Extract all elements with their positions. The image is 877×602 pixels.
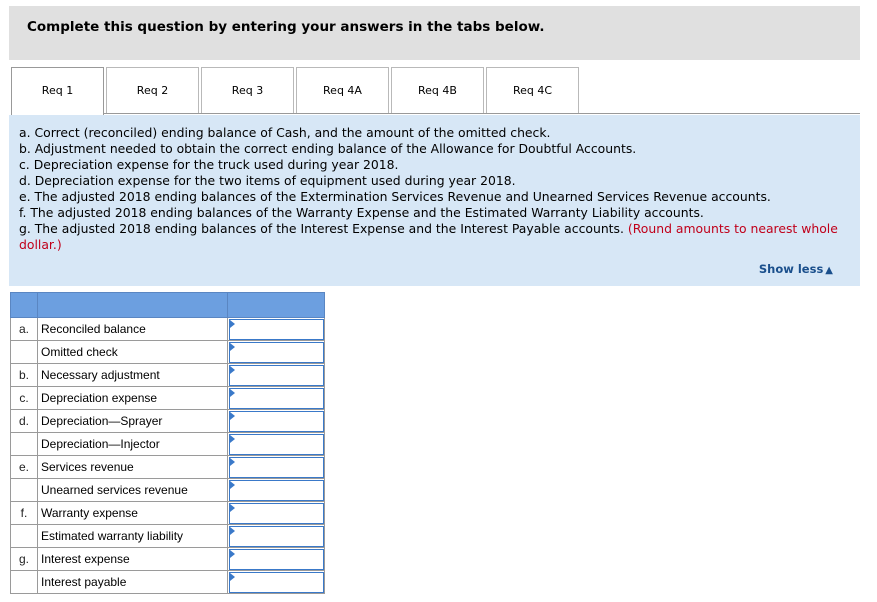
depreciation-sprayer-input[interactable] <box>229 411 324 432</box>
row-label: Reconciled balance <box>38 318 228 341</box>
table-row <box>11 571 325 594</box>
answer-cell <box>228 387 325 410</box>
necessary-adjustment-input[interactable] <box>229 365 324 386</box>
table-header-row <box>11 293 325 318</box>
table-row <box>11 364 325 387</box>
row-letter <box>11 525 38 548</box>
question-title: Complete this question by entering your answers in the tabs below. <box>27 19 545 35</box>
instruction-line-f: f. The adjusted 2018 ending balances of the Warranty Expense and the Estimated Warranty Liability accounts. <box>19 205 704 220</box>
answer-cell <box>228 525 325 548</box>
answer-cell <box>228 456 325 479</box>
row-label: Interest expense <box>38 548 228 571</box>
omitted-check-input[interactable] <box>229 342 324 363</box>
reconciled-balance-input[interactable] <box>229 319 324 340</box>
row-letter <box>11 479 38 502</box>
rounding-note: (Round amounts to nearest whole dollar.) <box>19 221 838 252</box>
instruction-line-c: c. Depreciation expense for the truck used during year 2018. <box>19 157 399 172</box>
answer-table <box>10 292 325 594</box>
table-row <box>11 341 325 364</box>
table-row <box>11 456 325 479</box>
table-header-cell <box>38 293 228 318</box>
tab-req-1[interactable]: Req 1 <box>11 67 104 115</box>
row-letter: d. <box>11 410 38 433</box>
table-row <box>11 433 325 456</box>
answer-cell <box>228 364 325 387</box>
table-row <box>11 525 325 548</box>
requirement-instructions <box>9 115 860 286</box>
estimated-warranty-liability-input[interactable] <box>229 526 324 547</box>
row-letter: c. <box>11 387 38 410</box>
table-header-cell <box>11 293 38 318</box>
table-row <box>11 548 325 571</box>
warranty-expense-input[interactable] <box>229 503 324 524</box>
table-row <box>11 318 325 341</box>
row-letter <box>11 571 38 594</box>
row-label: Unearned services revenue <box>38 479 228 502</box>
table-row <box>11 502 325 525</box>
question-header <box>9 6 860 60</box>
row-letter <box>11 341 38 364</box>
answer-cell <box>228 571 325 594</box>
interest-payable-input[interactable] <box>229 572 324 593</box>
table-header-cell <box>228 293 325 318</box>
row-letter: a. <box>11 318 38 341</box>
tab-req-4a[interactable]: Req 4A <box>296 67 389 114</box>
row-letter: b. <box>11 364 38 387</box>
instruction-line-a: a. Correct (reconciled) ending balance of Cash, and the amount of the omitted check. <box>19 125 551 140</box>
services-revenue-input[interactable] <box>229 457 324 478</box>
depreciation-injector-input[interactable] <box>229 434 324 455</box>
row-label: Warranty expense <box>38 502 228 525</box>
interest-expense-input[interactable] <box>229 549 324 570</box>
row-letter: e. <box>11 456 38 479</box>
answer-cell <box>228 318 325 341</box>
table-row <box>11 479 325 502</box>
table-row <box>11 410 325 433</box>
row-letter <box>11 433 38 456</box>
tab-req-3[interactable]: Req 3 <box>201 67 294 114</box>
answer-cell <box>228 502 325 525</box>
instruction-line-d: d. Depreciation expense for the two items of equipment used during year 2018. <box>19 173 516 188</box>
answer-cell <box>228 548 325 571</box>
row-label: Services revenue <box>38 456 228 479</box>
show-less-link[interactable] <box>759 262 833 276</box>
row-label: Necessary adjustment <box>38 364 228 387</box>
instruction-line-g-text: g. The adjusted 2018 ending balances of the Interest Expense and the Interest Payable accounts. <box>19 221 624 236</box>
unearned-services-revenue-input[interactable] <box>229 480 324 501</box>
row-label: Estimated warranty liability <box>38 525 228 548</box>
tab-req-4b[interactable]: Req 4B <box>391 67 484 114</box>
show-less-label: Show less <box>758 262 824 276</box>
answer-cell <box>228 479 325 502</box>
instruction-line-e: e. The adjusted 2018 ending balances of the Extermination Services Revenue and Unearned Services Revenue accounts. <box>19 189 771 204</box>
row-label: Omitted check <box>38 341 228 364</box>
instruction-line-g <box>19 221 851 253</box>
tab-divider <box>104 113 860 114</box>
answer-cell <box>228 410 325 433</box>
row-label: Depreciation expense <box>38 387 228 410</box>
row-label: Interest payable <box>38 571 228 594</box>
answer-cell <box>228 341 325 364</box>
depreciation-expense-input[interactable] <box>229 388 324 409</box>
answer-cell <box>228 433 325 456</box>
table-row <box>11 387 325 410</box>
tab-req-2[interactable]: Req 2 <box>106 67 199 114</box>
row-letter: f. <box>11 502 38 525</box>
tab-req-4c[interactable]: Req 4C <box>486 67 579 114</box>
row-letter: g. <box>11 548 38 571</box>
triangle-up-icon: ▲ <box>825 265 833 276</box>
row-label: Depreciation—Injector <box>38 433 228 456</box>
row-label: Depreciation—Sprayer <box>38 410 228 433</box>
instruction-line-b: b. Adjustment needed to obtain the correct ending balance of the Allowance for Doubtful Accounts. <box>19 141 637 156</box>
